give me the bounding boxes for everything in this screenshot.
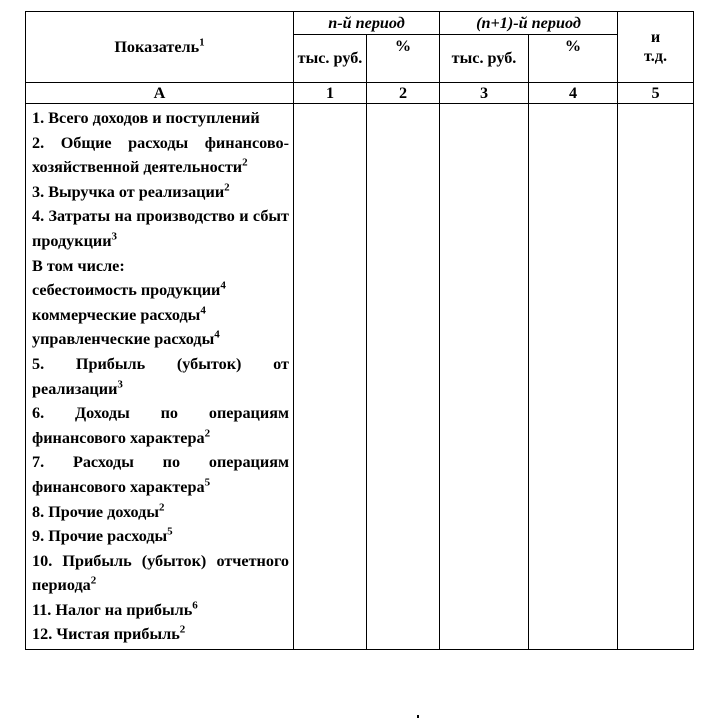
indicator-footnote: 4 (214, 328, 220, 341)
financial-results-table (25, 11, 694, 650)
indicator-text: 1. Всего доходов и поступлений (32, 109, 260, 127)
column-number: 4 (529, 83, 618, 104)
value-cell-etc (618, 104, 694, 650)
indicator-item (32, 524, 289, 549)
stray-mark (417, 715, 419, 718)
indicator-item (32, 204, 289, 253)
value-cell-rub-n (294, 104, 367, 650)
unit-rub-n: тыс. руб. (294, 35, 367, 83)
indicator-item (32, 131, 289, 180)
indicator-footnote: 2 (204, 427, 211, 440)
column-number: 2 (367, 83, 440, 104)
indicator-footnote: 2 (90, 574, 97, 587)
indicator-item (32, 180, 289, 205)
indicator-footnote: 5 (167, 525, 173, 538)
indicator-text: 12. Чистая прибыль (32, 625, 180, 644)
column-number: 3 (440, 83, 529, 104)
column-number-row (26, 83, 694, 104)
indicator-footnote: 6 (192, 599, 198, 612)
indicator-header-label: Показатель (114, 37, 200, 56)
column-number: А (26, 83, 294, 104)
column-number: 5 (618, 83, 694, 104)
indicator-footnote: 2 (179, 624, 186, 637)
indicator-footnote: 4 (220, 279, 226, 292)
value-cell-pct-n1 (529, 104, 618, 650)
indicator-footnote: 2 (224, 181, 230, 194)
indicator-item (32, 622, 289, 647)
indicator-text: 3. Выручка от реализации (32, 182, 225, 201)
indicator-item (32, 327, 289, 352)
indicator-item (32, 278, 289, 303)
indicator-item (32, 254, 289, 279)
indicator-text: 10. Прибыль (убыток) отчетного периода (32, 551, 289, 595)
unit-pct-n: % (367, 35, 440, 83)
value-cell-rub-n1 (440, 104, 529, 650)
indicator-text: 7. Расходы по операциям финансового характера (32, 453, 289, 496)
header-row-periods (26, 12, 694, 35)
indicator-footnote: 2 (158, 501, 165, 514)
indicator-text: 9. Прочие расходы (32, 527, 168, 546)
column-number: 1 (294, 83, 367, 104)
etc-header-top: и (650, 28, 661, 46)
etc-header-bottom: т.д. (644, 47, 668, 65)
indicator-text: коммерческие расходы (32, 305, 201, 324)
indicator-item (32, 450, 289, 499)
indicator-item (32, 598, 289, 623)
indicator-item (32, 500, 289, 525)
indicator-text: 8. Прочие доходы (32, 502, 159, 521)
indicator-footnote: 2 (242, 156, 248, 169)
indicator-text: В том числе: (32, 256, 125, 275)
indicator-text: 6. Доходы по операциям финансового характера (32, 404, 289, 447)
indicator-footnote: 5 (204, 476, 211, 489)
indicator-footnote: 3 (117, 378, 123, 391)
indicator-text: управленческие расходы (32, 330, 215, 349)
indicator-item (32, 303, 289, 328)
indicator-text: 2. Общие расходы финансово-хозяйственной деятельности (32, 133, 289, 177)
indicator-footnote: 4 (200, 304, 206, 317)
indicator-item (32, 106, 289, 131)
indicators-cell (26, 104, 294, 650)
indicator-header (26, 12, 294, 83)
indicator-header-footnote: 1 (199, 36, 205, 49)
indicator-text: 5. Прибыль (убыток) от реализации (32, 354, 289, 398)
etc-header (618, 12, 694, 83)
unit-rub-n1: тыс. руб. (440, 35, 529, 83)
body-row (26, 104, 694, 650)
value-cell-pct-n (367, 104, 440, 650)
indicator-item (32, 401, 289, 450)
period-n1-header: (n+1)-й период (440, 12, 618, 35)
period-n-header: n-й период (294, 12, 440, 35)
indicator-text: 4. Затраты на производство и сбыт продукции (32, 207, 289, 250)
indicator-item (32, 549, 289, 598)
unit-pct-n1: % (529, 35, 618, 83)
indicator-footnote: 3 (111, 230, 118, 243)
indicator-item (32, 352, 289, 401)
indicator-text: себестоимость продукции (32, 281, 221, 300)
indicator-text: 11. Налог на прибыль (32, 600, 193, 619)
